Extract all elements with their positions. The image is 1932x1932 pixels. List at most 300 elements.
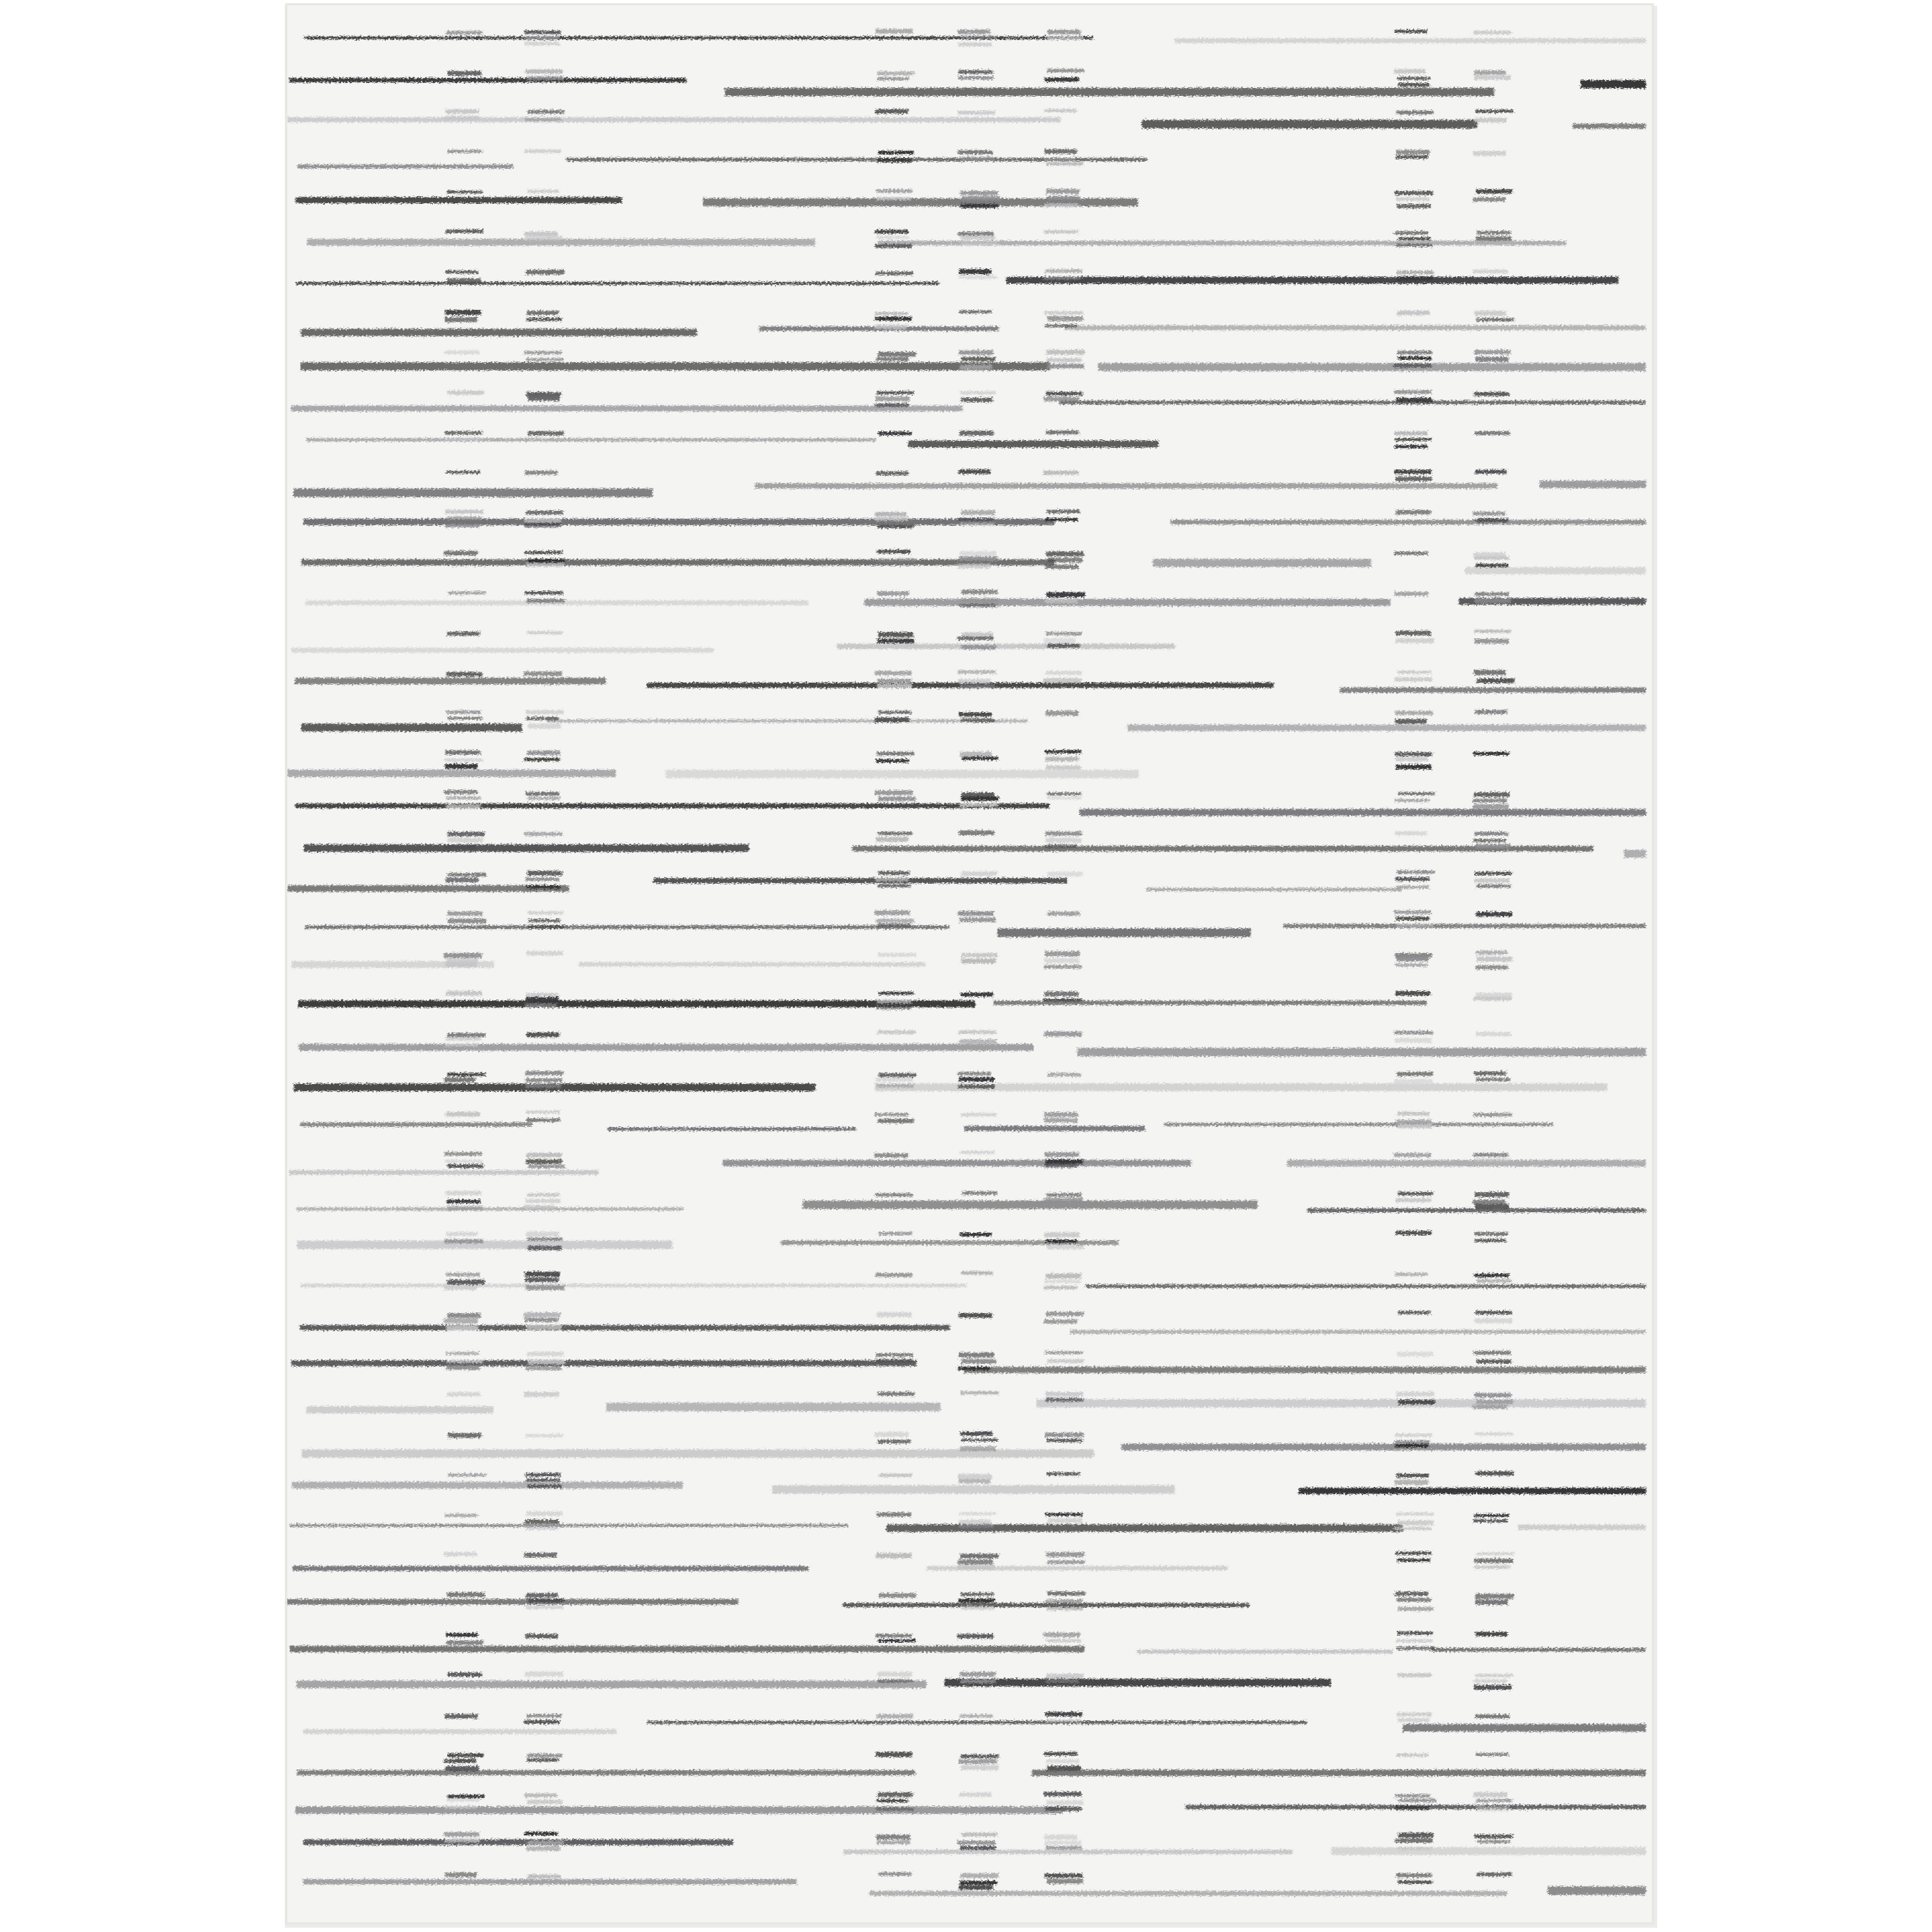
ladder-tick-212 xyxy=(877,683,912,688)
ladder-tick-600 xyxy=(1476,1032,1511,1036)
ladder-tick-549 xyxy=(1398,1833,1433,1838)
ladder-tick-518 xyxy=(1397,1192,1433,1196)
ladder-tick-156 xyxy=(525,1392,560,1397)
ladder-tick-40 xyxy=(446,963,477,967)
ladder-tick-483 xyxy=(1394,469,1431,474)
ladder-tick-342 xyxy=(960,1593,994,1596)
ladder-tick-485 xyxy=(1396,510,1431,514)
ladder-tick-73 xyxy=(448,1672,482,1677)
ladder-tick-481 xyxy=(1395,438,1432,441)
ladder-tick-493 xyxy=(1395,719,1427,724)
ladder-tick-480 xyxy=(1395,431,1428,435)
ladder-tick-134 xyxy=(525,1078,562,1082)
ladder-tick-32 xyxy=(448,838,483,842)
ladder-tick-44 xyxy=(445,1043,478,1046)
ladder-tick-226 xyxy=(877,923,912,927)
ladder-tick-194 xyxy=(874,325,906,329)
ladder-tick-256 xyxy=(876,1752,912,1757)
ladder-tick-511 xyxy=(1395,1038,1431,1043)
ladder-tick-558 xyxy=(1475,118,1507,122)
ladder-tick-538 xyxy=(1397,1607,1433,1611)
ladder-tick-23 xyxy=(446,711,480,714)
ladder-tick-1 xyxy=(447,71,481,76)
ladder-tick-237 xyxy=(874,1153,908,1158)
ladder-tick-639 xyxy=(1477,1840,1511,1843)
ladder-tick-152 xyxy=(527,1325,562,1330)
ladder-tick-414 xyxy=(1044,1118,1078,1123)
ladder-tick-530 xyxy=(1395,1480,1429,1485)
ladder-tick-292 xyxy=(958,564,991,569)
ladder-tick-163 xyxy=(525,1527,558,1530)
ladder-tick-70 xyxy=(447,1592,485,1596)
ladder-tick-441 xyxy=(1047,1607,1083,1610)
ladder-tick-423 xyxy=(1046,1274,1081,1279)
ladder-tick-410 xyxy=(1044,999,1083,1002)
ladder-tick-248 xyxy=(877,1513,912,1517)
stripe-113 xyxy=(1331,1848,1646,1855)
ladder-tick-425 xyxy=(1043,1286,1077,1289)
stripe-23 xyxy=(306,438,876,441)
stripe-66 xyxy=(300,1123,532,1127)
ladder-tick-383 xyxy=(1047,509,1080,513)
ladder-tick-437 xyxy=(1046,1552,1084,1557)
ladder-tick-458 xyxy=(1047,1879,1083,1884)
ladder-tick-119 xyxy=(525,792,559,796)
ladder-tick-182 xyxy=(877,77,909,80)
ladder-tick-591 xyxy=(1475,872,1512,875)
ladder-tick-555 xyxy=(1474,71,1506,75)
ladder-tick-188 xyxy=(875,230,909,233)
ladder-tick-322 xyxy=(960,1151,994,1153)
ladder-tick-250 xyxy=(879,1593,916,1597)
ladder-tick-274 xyxy=(958,232,994,235)
ladder-tick-381 xyxy=(1046,431,1079,434)
stripe-28 xyxy=(303,519,1055,525)
stripe-29 xyxy=(1171,520,1646,525)
ladder-tick-585 xyxy=(1474,792,1510,797)
stripe-55 xyxy=(997,929,1251,937)
ladder-tick-270 xyxy=(960,157,994,161)
ladder-tick-552 xyxy=(1396,1873,1432,1878)
ladder-tick-325 xyxy=(961,1272,992,1275)
ladder-tick-348 xyxy=(960,1714,993,1717)
ladder-tick-607 xyxy=(1473,1200,1506,1204)
ladder-tick-375 xyxy=(1045,324,1077,328)
stripe-58 xyxy=(579,962,925,967)
ladder-tick-261 xyxy=(877,1840,910,1844)
ladder-tick-94 xyxy=(525,236,562,241)
ladder-tick-169 xyxy=(525,1672,563,1677)
ladder-tick-60 xyxy=(444,1318,477,1323)
ladder-tick-106 xyxy=(525,523,560,527)
stripe-89 xyxy=(292,1482,683,1489)
ladder-tick-321 xyxy=(961,1113,997,1116)
stripe-32 xyxy=(1465,567,1646,575)
stripe-4 xyxy=(1581,80,1646,88)
ladder-tick-385 xyxy=(1046,552,1084,557)
ladder-tick-435 xyxy=(1045,1513,1083,1516)
ladder-tick-84 xyxy=(524,31,560,34)
stripe-73 xyxy=(297,1207,683,1210)
ladder-tick-579 xyxy=(1474,630,1511,633)
ladder-tick-83 xyxy=(445,1873,477,1878)
ladder-tick-201 xyxy=(876,472,909,475)
ladder-tick-351 xyxy=(961,1765,999,1770)
ladder-tick-577 xyxy=(1475,592,1509,596)
ladder-tick-462 xyxy=(1397,83,1430,87)
ladder-tick-280 xyxy=(959,350,993,354)
ladder-tick-251 xyxy=(876,1634,912,1637)
stripe-59 xyxy=(298,1000,975,1008)
stripe-1 xyxy=(1175,39,1646,44)
ladder-tick-588 xyxy=(1474,832,1508,836)
ladder-tick-396 xyxy=(1045,750,1081,753)
ladder-tick-618 xyxy=(1476,1400,1513,1404)
ladder-tick-197 xyxy=(877,391,914,394)
ladder-tick-50 xyxy=(447,1164,484,1168)
ladder-tick-405 xyxy=(1047,912,1080,916)
ladder-tick-185 xyxy=(877,158,912,162)
ladder-tick-334 xyxy=(958,1474,992,1478)
ladder-tick-90 xyxy=(525,118,562,122)
ladder-tick-562 xyxy=(1476,231,1511,235)
ladder-tick-444 xyxy=(1046,1674,1083,1679)
ladder-tick-67 xyxy=(448,1473,487,1476)
ladder-tick-459 xyxy=(1395,30,1428,33)
ladder-tick-184 xyxy=(878,151,914,155)
ladder-tick-567 xyxy=(1474,350,1511,354)
stripe-30 xyxy=(301,560,1055,566)
ladder-tick-6 xyxy=(446,230,484,233)
ladder-tick-144 xyxy=(526,1231,559,1236)
ladder-tick-110 xyxy=(525,591,563,595)
ladder-tick-512 xyxy=(1397,1072,1433,1076)
ladder-tick-464 xyxy=(1396,150,1430,155)
ladder-tick-293 xyxy=(962,590,998,594)
stripe-14 xyxy=(296,282,940,285)
stripe-42 xyxy=(546,719,1028,722)
ladder-tick-362 xyxy=(1045,77,1079,82)
ladder-tick-239 xyxy=(879,1232,913,1236)
ladder-tick-619 xyxy=(1473,1405,1507,1410)
stripe-103 xyxy=(945,1679,1331,1687)
ladder-tick-93 xyxy=(525,232,558,236)
ladder-tick-336 xyxy=(960,1512,996,1515)
ladder-tick-453 xyxy=(1045,1807,1082,1811)
ladder-tick-456 xyxy=(1045,1846,1082,1850)
ladder-tick-189 xyxy=(877,236,909,239)
ladder-tick-231 xyxy=(877,1030,916,1034)
ladder-tick-466 xyxy=(1395,191,1433,195)
stripe-85 xyxy=(606,1402,940,1411)
stripe-81 xyxy=(1070,1330,1646,1334)
ladder-tick-267 xyxy=(958,77,993,80)
ladder-tick-314 xyxy=(961,959,995,964)
ladder-tick-631 xyxy=(1473,1679,1508,1683)
stripe-101 xyxy=(1432,1648,1646,1652)
ladder-tick-616 xyxy=(1477,1360,1512,1364)
ladder-tick-446 xyxy=(1045,1712,1083,1717)
stripe-18 xyxy=(1065,326,1646,331)
ladder-tick-283 xyxy=(960,391,996,395)
ladder-tick-323 xyxy=(962,1191,997,1195)
stripe-40 xyxy=(1340,688,1646,693)
ladder-tick-260 xyxy=(877,1835,910,1840)
ladder-tick-26 xyxy=(445,758,483,762)
stripe-106 xyxy=(1402,1724,1646,1732)
ladder-tick-341 xyxy=(957,1565,995,1570)
stripe-112 xyxy=(844,1850,1292,1854)
ladder-tick-282 xyxy=(960,365,992,370)
stripe-68 xyxy=(965,1126,1145,1131)
ladder-tick-143 xyxy=(524,1206,555,1209)
ladder-tick-208 xyxy=(878,632,914,637)
ladder-tick-451 xyxy=(1044,1792,1082,1796)
ladder-tick-249 xyxy=(876,1553,912,1558)
ladder-tick-574 xyxy=(1473,552,1506,557)
ladder-tick-523 xyxy=(1397,1352,1433,1357)
ladder-tick-91 xyxy=(525,150,561,153)
ladder-tick-561 xyxy=(1473,197,1505,202)
ladder-tick-433 xyxy=(1047,1439,1083,1443)
ladder-tick-528 xyxy=(1395,1444,1428,1448)
ladder-tick-418 xyxy=(1047,1193,1082,1196)
ladder-tick-149 xyxy=(526,1285,565,1290)
ladder-tick-311 xyxy=(958,911,994,915)
ladder-tick-393 xyxy=(1045,671,1082,675)
ladder-tick-384 xyxy=(1045,518,1078,521)
ladder-tick-394 xyxy=(1043,678,1081,683)
ladder-tick-369 xyxy=(1045,203,1078,207)
ladder-tick-615 xyxy=(1474,1351,1511,1355)
ladder-tick-543 xyxy=(1397,1712,1433,1716)
ladder-tick-141 xyxy=(527,1194,560,1197)
ladder-tick-557 xyxy=(1475,109,1514,112)
ladder-tick-190 xyxy=(875,244,912,248)
stripe-10 xyxy=(296,197,622,203)
ladder-tick-104 xyxy=(526,511,563,515)
stripe-25 xyxy=(293,489,653,497)
stripe-15 xyxy=(1006,277,1619,284)
ladder-tick-148 xyxy=(525,1278,559,1282)
ladder-tick-142 xyxy=(526,1199,561,1204)
ladder-tick-632 xyxy=(1474,1685,1512,1690)
stripe-107 xyxy=(297,1770,915,1775)
ladder-tick-234 xyxy=(877,1084,914,1087)
ladder-tick-431 xyxy=(1045,1398,1083,1402)
ladder-tick-610 xyxy=(1474,1239,1506,1242)
ladder-tick-64 xyxy=(447,1365,480,1370)
ladder-tick-331 xyxy=(960,1432,992,1436)
ladder-tick-162 xyxy=(525,1520,560,1524)
ladder-tick-501 xyxy=(1395,877,1430,881)
ladder-tick-186 xyxy=(877,190,912,193)
ladder-tick-210 xyxy=(874,671,912,675)
ladder-tick-192 xyxy=(875,312,908,315)
ladder-tick-353 xyxy=(962,1833,998,1836)
stripe-99 xyxy=(290,1646,1085,1652)
ladder-tick-389 xyxy=(1045,599,1078,604)
ladder-tick-175 xyxy=(527,1800,562,1804)
stripe-37 xyxy=(836,644,1175,649)
ladder-tick-153 xyxy=(527,1352,564,1356)
ladder-tick-137 xyxy=(527,1118,561,1122)
ladder-tick-236 xyxy=(878,1119,914,1123)
ladder-tick-401 xyxy=(1045,831,1083,836)
ladder-tick-372 xyxy=(1043,276,1079,280)
ladder-tick-160 xyxy=(527,1485,562,1488)
stripe-50 xyxy=(1624,850,1646,858)
ladder-tick-382 xyxy=(1043,471,1078,475)
ladder-tick-329 xyxy=(958,1367,990,1370)
stripe-97 xyxy=(286,1599,738,1605)
ladder-tick-402 xyxy=(1045,838,1081,843)
ladder-tick-118 xyxy=(524,758,560,761)
ladder-tick-52 xyxy=(447,1200,480,1204)
ladder-tick-525 xyxy=(1398,1400,1435,1404)
stripe-88 xyxy=(1121,1444,1646,1450)
ladder-tick-344 xyxy=(961,1606,995,1610)
ladder-tick-228 xyxy=(879,992,914,995)
stripe-78 xyxy=(301,1284,967,1287)
stripe-95 xyxy=(293,1566,809,1571)
ladder-tick-183 xyxy=(875,109,908,114)
ladder-tick-520 xyxy=(1395,1231,1431,1235)
ladder-tick-288 xyxy=(959,518,994,521)
ladder-tick-317 xyxy=(960,1040,997,1044)
ladder-tick-291 xyxy=(959,557,997,562)
ladder-tick-39 xyxy=(446,959,478,964)
ladder-tick-457 xyxy=(1045,1873,1083,1878)
ladder-tick-5 xyxy=(447,190,483,193)
ladder-tick-125 xyxy=(527,912,564,914)
ladder-tick-399 xyxy=(1047,792,1081,795)
stripe-43 xyxy=(1128,725,1646,731)
ladder-tick-174 xyxy=(525,1793,557,1797)
ladder-tick-476 xyxy=(1398,356,1432,359)
ladder-tick-417 xyxy=(1044,1164,1077,1168)
ladder-tick-427 xyxy=(1044,1319,1077,1324)
ladder-tick-216 xyxy=(876,759,909,763)
ladder-tick-15 xyxy=(446,471,480,474)
ladder-tick-179 xyxy=(527,1875,561,1878)
ladder-tick-262 xyxy=(879,1872,912,1875)
ladder-tick-539 xyxy=(1397,1631,1433,1635)
ladder-tick-111 xyxy=(527,599,565,602)
stripe-5 xyxy=(288,117,1061,122)
stripe-47 xyxy=(1080,809,1646,816)
ladder-tick-578 xyxy=(1475,599,1511,604)
ladder-tick-343 xyxy=(958,1599,995,1603)
ladder-tick-218 xyxy=(878,797,915,801)
ladder-tick-14 xyxy=(444,437,482,441)
ladder-tick-571 xyxy=(1475,470,1506,474)
ladder-tick-198 xyxy=(875,396,909,401)
ladder-tick-536 xyxy=(1395,1592,1428,1596)
ladder-tick-602 xyxy=(1476,1078,1511,1080)
ladder-tick-438 xyxy=(1048,1561,1085,1564)
ladder-tick-502 xyxy=(1397,886,1430,889)
stripe-53 xyxy=(1146,888,1402,892)
ladder-tick-117 xyxy=(527,751,561,755)
stripe-111 xyxy=(303,1840,733,1845)
ladder-tick-76 xyxy=(444,1759,477,1763)
ladder-tick-22 xyxy=(447,672,483,676)
ladder-tick-159 xyxy=(526,1479,560,1482)
ladder-tick-92 xyxy=(527,190,559,192)
ladder-tick-299 xyxy=(958,670,996,674)
ladder-tick-187 xyxy=(876,197,910,200)
ladder-tick-281 xyxy=(961,357,995,361)
stripe-108 xyxy=(1032,1770,1646,1776)
ladder-tick-428 xyxy=(1045,1351,1083,1354)
ladder-tick-534 xyxy=(1395,1551,1432,1554)
ladder-tick-206 xyxy=(877,558,916,562)
ladder-tick-238 xyxy=(875,1194,913,1197)
ladder-tick-623 xyxy=(1473,1519,1507,1523)
ladder-tick-490 xyxy=(1397,670,1432,673)
ladder-tick-556 xyxy=(1474,75,1511,79)
ladder-tick-271 xyxy=(960,191,998,195)
stripe-98 xyxy=(843,1603,1249,1607)
ladder-tick-361 xyxy=(1047,69,1084,72)
ladder-tick-373 xyxy=(1045,311,1083,314)
ladder-tick-229 xyxy=(877,1000,911,1004)
ladder-tick-75 xyxy=(447,1754,484,1757)
ladder-tick-16 xyxy=(445,510,484,514)
ladder-tick-31 xyxy=(447,832,484,836)
ladder-tick-301 xyxy=(960,685,995,689)
ladder-tick-606 xyxy=(1475,1192,1509,1197)
stripe-62 xyxy=(1078,1048,1646,1057)
ladder-tick-170 xyxy=(527,1714,562,1718)
ladder-tick-535 xyxy=(1397,1558,1430,1562)
ladder-tick-82 xyxy=(445,1838,480,1842)
ladder-tick-488 xyxy=(1395,631,1430,635)
ladder-tick-507 xyxy=(1397,957,1429,961)
ladder-tick-614 xyxy=(1474,1318,1512,1323)
ladder-tick-468 xyxy=(1397,204,1431,208)
ladder-tick-429 xyxy=(1047,1360,1083,1363)
ladder-tick-540 xyxy=(1396,1639,1433,1643)
ladder-tick-421 xyxy=(1045,1239,1077,1242)
stripe-8 xyxy=(298,165,513,168)
ladder-tick-605 xyxy=(1474,1158,1510,1162)
ladder-tick-81 xyxy=(444,1833,479,1837)
ladder-tick-376 xyxy=(1046,350,1085,354)
ladder-tick-548 xyxy=(1395,1806,1430,1810)
ladder-tick-36 xyxy=(447,912,483,916)
ladder-tick-199 xyxy=(874,404,908,407)
ladder-tick-575 xyxy=(1474,557,1509,560)
ladder-tick-340 xyxy=(958,1560,993,1565)
ladder-tick-33 xyxy=(444,844,476,849)
ladder-tick-436 xyxy=(1048,1518,1083,1523)
ladder-tick-20 xyxy=(448,592,487,595)
ladder-tick-491 xyxy=(1395,678,1433,682)
ladder-tick-130 xyxy=(526,997,559,1001)
ladder-tick-503 xyxy=(1394,910,1431,914)
ladder-tick-613 xyxy=(1475,1311,1511,1314)
ladder-tick-86 xyxy=(525,42,560,46)
stripe-27 xyxy=(1540,481,1646,488)
ladder-tick-416 xyxy=(1045,1159,1083,1164)
ladder-tick-217 xyxy=(874,791,913,796)
ladder-tick-173 xyxy=(527,1758,558,1762)
ladder-tick-442 xyxy=(1043,1633,1080,1637)
ladder-tick-391 xyxy=(1044,638,1076,643)
ladder-tick-355 xyxy=(960,1846,996,1850)
